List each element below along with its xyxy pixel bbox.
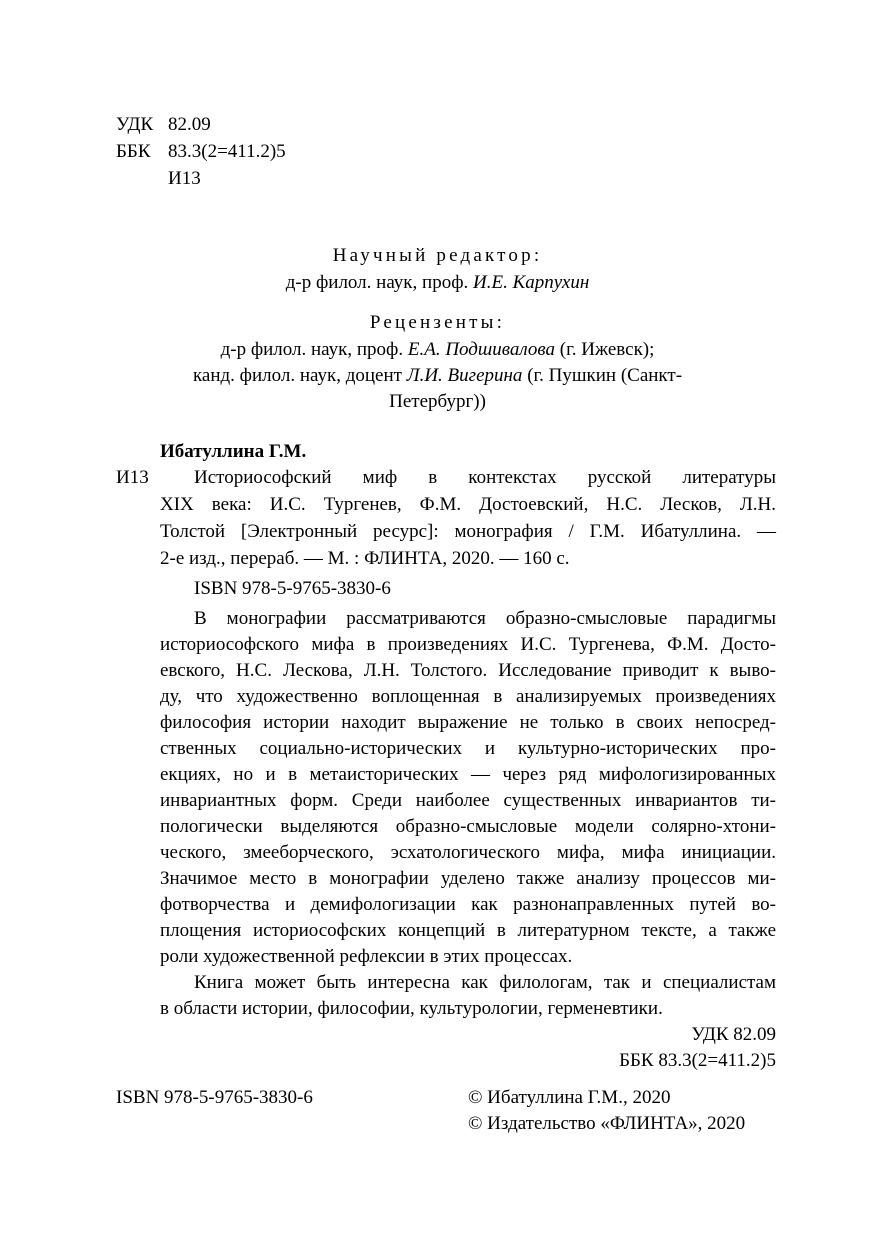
biblio-line: 2-е изд., перераб. — М. : ФЛИНТА, 2020. — 160 с. [160, 548, 570, 569]
abstract-line: ственных социально-исторических и культурно-исторических про- [160, 738, 776, 759]
abstract-line: екциях, но и в метаисторических — через ряд мифологизированных [160, 764, 776, 785]
reviewer-1-place: (г. Ижевск); [559, 339, 655, 360]
biblio-line: Толстой [Электронный ресурс]: монография / Г.М. Ибатуллина. — [160, 521, 776, 542]
udk-bottom: УДК 82.09 [691, 1024, 776, 1045]
editor-name: И.Е. Карпухин [473, 272, 590, 293]
audience-line: Книга может быть интересна как филологам, так и специалистам [194, 972, 776, 993]
reviewer-2-place: (г. Пушкин (Санкт- [527, 365, 683, 386]
abstract-line: В монографии рассматриваются образно-смысловые парадигмы [194, 608, 776, 629]
biblio-line: Историософский миф в контекстах русской литературы [194, 467, 776, 488]
bbk-bottom: ББК 83.3(2=411.2)5 [619, 1050, 776, 1071]
reviewer-1 [0, 337, 875, 363]
reviewer-2 [0, 363, 875, 389]
abstract-line: роли художественной рефлексии в этих процессах. [160, 946, 573, 967]
abstract-line: ду, что художественно воплощенная в анализируемых произведениях [160, 686, 776, 707]
reviewer-2-place-cont: Петербург)) [389, 391, 486, 412]
abstract-line: Значимое место в монографии уделено также анализу процессов ми- [160, 868, 776, 889]
editor-heading: Научный редактор: [332, 245, 543, 266]
reviewer-2-prefix: канд. филол. наук, доцент [192, 365, 402, 386]
biblio-line: XIX века: И.С. Тургенев, Ф.М. Достоевский, Н.С. Лесков, Л.Н. [160, 494, 776, 515]
author-code: И13 [168, 168, 201, 189]
abstract-line: историософского мифа в произведениях И.С. Тургенева, Ф.М. Досто- [160, 634, 776, 655]
udk-value: 82.09 [168, 114, 211, 135]
author-name: Ибатуллина Г.М. [160, 441, 307, 462]
reviewer-1-prefix: д-р филол. наук, проф. [220, 339, 404, 360]
audience-line: в области истории, философии, культурологии, герменевтики. [160, 998, 663, 1019]
abstract-line: ческого, змееборческого, эсхатологического мифа, мифа инициации. [160, 842, 776, 863]
reviewer-2-name: Л.И. Вигерина [406, 365, 523, 386]
biblio-code: И13 [116, 467, 149, 488]
bbk-label: ББК [116, 141, 151, 162]
abstract-line: инвариантных форм. Среди наиболее существенных инвариантов ти- [160, 790, 776, 811]
abstract-line: пологически выделяются образно-смысловые модели солярно-хтони- [160, 816, 776, 837]
reviewers-heading: Рецензенты: [369, 312, 506, 333]
abstract-line: евского, Н.С. Лескова, Л.Н. Толстого. Исследование приводит к выво- [160, 660, 776, 681]
bbk-value: 83.3(2=411.2)5 [168, 141, 286, 162]
isbn-bottom: ISBN 978-5-9765-3830-6 [116, 1087, 313, 1108]
copyright-publisher: © Издательство «ФЛИНТА», 2020 [468, 1113, 746, 1134]
editor-line [0, 270, 875, 296]
editor-prefix: д-р филол. наук, проф. [285, 272, 469, 293]
reviewer-1-name: Е.А. Подшивалова [407, 339, 556, 360]
abstract-line: философия истории находит выражение не только в своих непосред- [160, 712, 776, 733]
copyright-author: © Ибатуллина Г.М., 2020 [468, 1087, 671, 1108]
isbn-line: ISBN 978-5-9765-3830-6 [194, 578, 391, 599]
udk-label: УДК [116, 114, 154, 135]
abstract-line: фотворчества и демифологизации как разнонаправленных путей во- [160, 894, 776, 915]
abstract-line: площения историософских концепций в литературном тексте, а также [160, 920, 776, 941]
